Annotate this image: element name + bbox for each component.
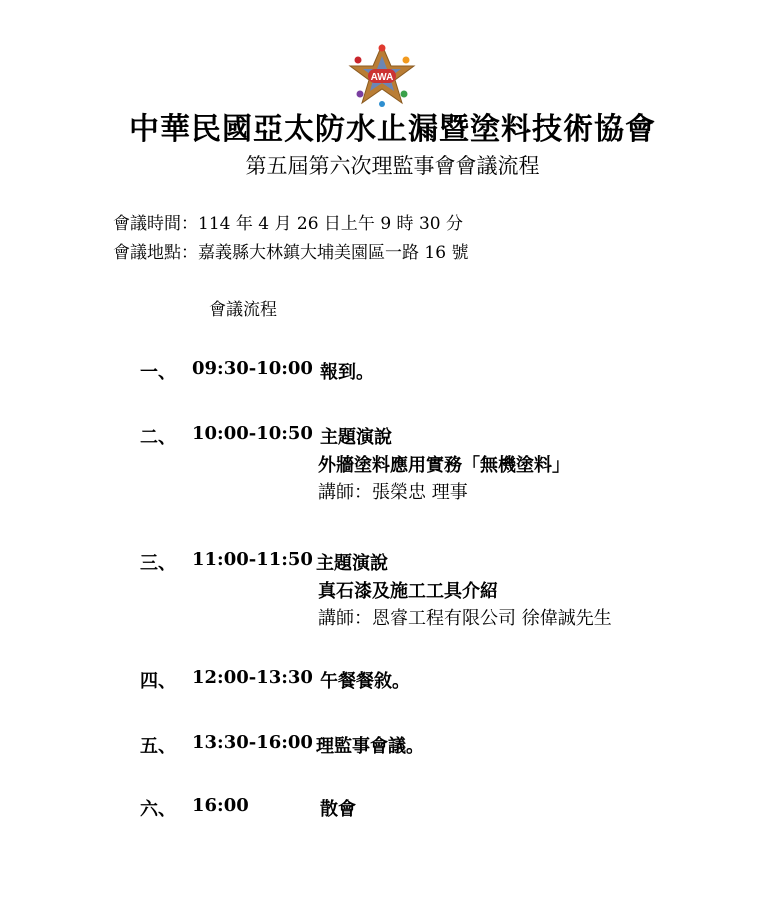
- meeting-time: 會議時間：114 年 4 月 26 日上午 9 時 30 分: [113, 214, 463, 234]
- item-time: 10:00-10:50: [192, 423, 313, 444]
- item-number: 四、: [140, 671, 176, 692]
- item-description: 主題演說: [316, 553, 388, 574]
- item-number: 一、: [140, 362, 176, 383]
- agenda-label: 會議流程: [209, 300, 277, 320]
- association-logo: [344, 42, 420, 108]
- document-subtitle: 第五屆第六次理監事會會議流程: [245, 154, 540, 178]
- item-description: 報到。: [320, 362, 374, 383]
- item-number: 三、: [140, 553, 176, 574]
- item-time: 16:00: [192, 795, 249, 816]
- item-time: 09:30-10:00: [192, 358, 313, 379]
- item-description: 主題演說: [320, 427, 392, 448]
- item-description: 散會: [320, 799, 356, 820]
- item-time: 13:30-16:00: [192, 732, 313, 753]
- item-number: 六、: [140, 799, 176, 820]
- item-topic: 真石漆及施工工具介紹: [318, 581, 498, 602]
- item-speaker: 講師：恩睿工程有限公司 徐偉誠先生: [318, 608, 612, 629]
- item-description: 理監事會議。: [316, 736, 424, 757]
- item-speaker: 講師：張榮忠 理事: [318, 482, 468, 503]
- item-number: 五、: [140, 736, 176, 757]
- item-time: 11:00-11:50: [192, 549, 313, 570]
- item-topic: 外牆塗料應用實務「無機塗料」: [318, 455, 570, 476]
- meeting-place: 會議地點：嘉義縣大林鎮大埔美園區一路 16 號: [113, 243, 469, 263]
- item-number: 二、: [140, 427, 176, 448]
- logo-text: AWA: [370, 72, 394, 83]
- document-title: 中華民國亞太防水止漏暨塗料技術協會: [129, 112, 656, 147]
- item-time: 12:00-13:30: [192, 667, 313, 688]
- item-description: 午餐餐敘。: [320, 671, 410, 692]
